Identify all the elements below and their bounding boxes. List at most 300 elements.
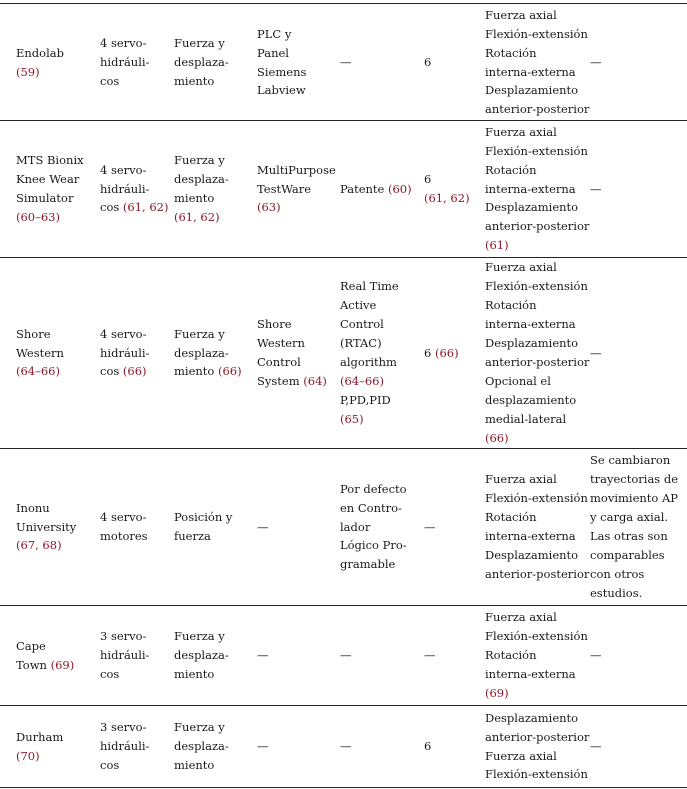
cell-simulador (16, 4, 96, 121)
cell-line (485, 527, 585, 546)
cell-line (485, 709, 585, 728)
cell-text: Flexión-extensión (485, 26, 588, 41)
cell-simulador (16, 449, 96, 605)
cell-text: Siemens (257, 64, 307, 79)
cell-text: Desplazamiento (485, 547, 579, 562)
cell-line (100, 527, 170, 546)
cell-text: — (257, 739, 269, 754)
cell-line (424, 344, 482, 363)
cell-text: Fuerza axial (485, 472, 557, 487)
cell-gdl (424, 606, 482, 705)
cell-line (257, 334, 337, 353)
cell-line (485, 236, 585, 255)
cell-movimientos (485, 121, 590, 257)
cell-line (485, 608, 585, 627)
cell-notas (590, 258, 687, 448)
cell-text: interna-externa (485, 317, 576, 332)
cell-line (485, 646, 585, 665)
cell-text: 3 servo- (100, 629, 147, 644)
cell-text: 4 servo- (100, 510, 147, 525)
cell-text: comparables (590, 547, 665, 562)
cell-line (174, 527, 254, 546)
cell-text: interna-externa (485, 529, 576, 543)
cell-text: Cape (16, 638, 46, 653)
cell-software (257, 606, 337, 705)
cell-line (100, 508, 170, 527)
cell-line (485, 277, 588, 296)
cell-line (257, 25, 337, 44)
cell-text: anterior-posterior (485, 566, 590, 581)
cell-line (100, 198, 170, 217)
cell-control (174, 121, 254, 257)
cell-text: algorithm (340, 355, 397, 369)
cell-line (485, 684, 585, 703)
citation-reference: (69) (485, 685, 509, 700)
cell-text: 6 (424, 55, 432, 70)
cell-text: P,PD,PID (340, 392, 391, 407)
cell-line (340, 555, 420, 574)
cell-text: System (257, 373, 304, 388)
cell-algoritmo (340, 4, 420, 121)
cell-text: — (424, 519, 436, 534)
cell-line (16, 63, 96, 82)
cell-text: hidráuli- (100, 648, 150, 663)
cell-line (485, 765, 588, 784)
cell-control (174, 4, 254, 121)
citation-reference: (69) (50, 657, 75, 672)
cell-text: Se cambiaron (590, 453, 671, 468)
cell-line (174, 189, 254, 208)
cell-line (16, 151, 96, 170)
cell-line (340, 410, 420, 429)
cell-text: fuerza (174, 529, 211, 543)
citation-reference: (61, 62) (122, 200, 169, 215)
cell-text: medial-lateral (485, 411, 567, 426)
cell-text: desplaza- (174, 648, 229, 663)
cell-text: (RTAC) (340, 336, 382, 351)
cell-line (485, 410, 585, 429)
cell-line (16, 536, 96, 555)
citation-reference: (61) (485, 238, 509, 253)
cell-text: Lógico Pro- (340, 538, 407, 553)
citation-reference: (64–66) (340, 373, 384, 388)
cell-text: Desplazamiento (485, 200, 579, 215)
cell-line (590, 646, 687, 665)
cell-line (590, 584, 687, 603)
cell-line (174, 344, 254, 363)
citation-reference: (60) (388, 181, 412, 196)
cell-line (174, 627, 254, 646)
cell-simulador (16, 258, 96, 448)
cell-line (590, 508, 687, 527)
cell-text: — (590, 739, 602, 754)
cell-line (16, 656, 96, 675)
row-cape-town (0, 606, 687, 706)
cell-text: Fuerza y (174, 326, 225, 341)
cell-software (257, 258, 337, 448)
cell-text: University (16, 519, 77, 534)
cell-text: Shore (257, 317, 292, 332)
cell-software (257, 449, 337, 605)
cell-line (340, 536, 420, 555)
cell-text: Fuerza axial (485, 7, 557, 22)
cell-text: Fuerza y (174, 629, 225, 644)
cell-line (340, 480, 420, 499)
cell-line (100, 161, 170, 180)
cell-text: Knee Wear (16, 172, 80, 187)
cell-text: desplaza- (174, 172, 229, 187)
cell-text: Western (257, 336, 305, 351)
cell-text: cos (100, 73, 120, 88)
cell-text: PLC y (257, 26, 292, 41)
cell-text: Fuerza axial (485, 748, 557, 763)
cell-text: motores (100, 529, 148, 543)
cell-text: Patente (340, 181, 388, 196)
cell-line (485, 546, 585, 565)
cell-line (174, 53, 254, 72)
cell-gdl (424, 121, 482, 257)
cell-text: desplaza- (174, 345, 229, 360)
cell-line (340, 277, 420, 296)
cell-line (257, 198, 337, 217)
row-inonu-university (0, 449, 687, 606)
cell-text: Por defecto (340, 481, 407, 496)
cell-line (485, 296, 585, 315)
cell-line (590, 737, 687, 756)
cell-line (100, 325, 170, 344)
cell-text: 4 servo- (100, 162, 147, 177)
cell-text: hidráuli- (100, 345, 150, 360)
cell-line (485, 489, 588, 508)
cell-text: anterior-posterior (485, 729, 590, 744)
cell-line (340, 180, 420, 199)
cell-text: Desplazamiento (485, 710, 579, 725)
cell-actuadores (100, 4, 170, 121)
cell-text: Rotación (485, 510, 537, 525)
cell-text: estudios. (590, 585, 643, 600)
cell-text: Real Time (340, 279, 399, 294)
citation-reference: (70) (16, 748, 40, 763)
cell-line (424, 189, 482, 208)
cell-text: Desplazamiento (485, 83, 579, 98)
cell-line (174, 151, 254, 170)
cell-line (100, 665, 170, 684)
cell-line (424, 646, 482, 665)
cell-text: interna-externa (485, 666, 576, 681)
cell-line (100, 53, 170, 72)
row-endolab (0, 3, 687, 121)
cell-line (340, 296, 420, 315)
cell-line (485, 161, 585, 180)
cell-gdl (424, 449, 482, 605)
cell-text: — (590, 648, 602, 663)
cell-text: 6 (424, 172, 432, 187)
cell-text: trayectorias de (590, 472, 679, 487)
cell-text: — (424, 648, 436, 663)
cell-text: Desplazamiento (485, 336, 579, 351)
cell-line (485, 315, 585, 334)
cell-line (485, 728, 590, 747)
cell-text: anterior-posterior (485, 102, 590, 117)
cell-text: desplaza- (174, 739, 229, 754)
cell-text: en Contro- (340, 500, 402, 515)
cell-line (100, 627, 170, 646)
cell-text: interna-externa (485, 64, 576, 79)
cell-line (485, 123, 585, 142)
cell-text: Labview (257, 83, 306, 98)
cell-notas (590, 121, 687, 257)
cell-line (16, 344, 96, 363)
cell-line (485, 334, 585, 353)
cell-text: Flexión-extensión (485, 143, 588, 158)
cell-text: 6 (424, 739, 432, 754)
cell-line (16, 518, 96, 537)
cell-text: MTS Bionix (16, 153, 84, 168)
cell-line (16, 189, 96, 208)
cell-line (174, 72, 254, 91)
cell-line (485, 81, 585, 100)
cell-line (485, 63, 585, 82)
cell-actuadores (100, 258, 170, 448)
cell-text: Panel (257, 45, 289, 60)
cell-line (100, 646, 170, 665)
citation-reference: (61, 62) (174, 209, 220, 224)
cell-text: miento (174, 191, 215, 205)
cell-line (485, 258, 585, 277)
cell-text: Durham (16, 729, 64, 744)
cell-text: Flexión-extensión (485, 629, 588, 644)
cell-text: con otros (590, 566, 645, 581)
row-durham (0, 706, 687, 788)
cell-line (257, 372, 337, 391)
cell-line (257, 646, 337, 665)
cell-software (257, 121, 337, 257)
cell-text: miento (174, 757, 215, 772)
cell-text: cos (100, 757, 120, 772)
citation-reference: (66) (434, 345, 459, 360)
cell-line (340, 499, 420, 518)
cell-line (424, 170, 482, 189)
cell-line (257, 518, 337, 537)
cell-text: Fuerza y (174, 720, 225, 735)
cell-gdl (424, 258, 482, 448)
cell-text: Fuerza axial (485, 610, 557, 625)
cell-line (100, 180, 170, 199)
citation-reference: (66) (122, 364, 147, 379)
cell-text: Control (340, 317, 384, 332)
cell-line (174, 646, 254, 665)
cell-line (174, 665, 254, 684)
citation-reference: (63) (257, 200, 281, 215)
cell-movimientos (485, 258, 590, 448)
cell-text: 3 servo- (100, 720, 147, 735)
cell-text: Fuerza y (174, 153, 225, 168)
citation-reference: (67, 68) (16, 538, 62, 553)
cell-notas (590, 706, 687, 787)
cell-actuadores (100, 606, 170, 705)
citation-reference: (66) (485, 430, 509, 445)
cell-control (174, 449, 254, 605)
cell-text: Flexión-extensión (485, 767, 588, 782)
cell-line (100, 344, 170, 363)
cell-line (340, 372, 420, 391)
citation-reference: (59) (16, 64, 40, 79)
cell-text: — (257, 648, 269, 663)
cell-line (485, 217, 590, 236)
cell-text: hidráuli- (100, 739, 150, 754)
cell-text: Fuerza y (174, 36, 225, 51)
cell-text: Active (340, 298, 377, 313)
cell-line (16, 208, 96, 227)
cell-text: cos (100, 666, 120, 681)
cell-movimientos (485, 4, 590, 121)
cell-line (16, 362, 96, 381)
cell-text: — (257, 519, 269, 534)
cell-algoritmo (340, 606, 420, 705)
cell-line (485, 665, 585, 684)
cell-line (257, 315, 337, 334)
cell-line (257, 63, 337, 82)
cell-line (340, 353, 420, 372)
cell-line (174, 508, 254, 527)
cell-line (174, 170, 254, 189)
cell-line (340, 53, 420, 72)
cell-text: Western (16, 345, 64, 360)
cell-text: anterior-posterior (485, 355, 590, 369)
cell-text: lador (340, 519, 371, 534)
cell-line (590, 451, 687, 470)
cell-control (174, 706, 254, 787)
cell-text: cos (100, 364, 123, 379)
cell-text: — (590, 181, 602, 196)
cell-software (257, 706, 337, 787)
cell-text: Rotación (485, 648, 537, 663)
cell-line (16, 44, 96, 63)
cell-line (590, 344, 687, 363)
cell-line (590, 546, 687, 565)
cell-text: Flexión-extensión (485, 491, 588, 506)
cell-line (485, 627, 588, 646)
cell-actuadores (100, 121, 170, 257)
cell-line (485, 142, 588, 161)
cell-text: TestWare (257, 181, 312, 196)
cell-simulador (16, 121, 96, 257)
cell-line (485, 353, 590, 372)
cell-line (257, 737, 337, 756)
cell-text: miento (174, 73, 215, 88)
cell-simulador (16, 706, 96, 787)
cell-line (100, 737, 170, 756)
cell-text: Control (257, 355, 301, 369)
cell-line (485, 100, 590, 119)
cell-notas (590, 4, 687, 121)
cell-text: 4 servo- (100, 326, 147, 341)
cell-text: Rotación (485, 162, 537, 177)
cell-line (340, 391, 420, 410)
cell-text: hidráuli- (100, 55, 150, 70)
cell-line (16, 747, 96, 766)
cell-text: interna-externa (485, 181, 576, 196)
cell-text: Inonu (16, 500, 50, 515)
cell-control (174, 258, 254, 448)
cell-line (16, 637, 96, 656)
cell-text: — (340, 739, 352, 754)
cell-text: miento (174, 666, 215, 681)
cell-line (100, 756, 170, 775)
citation-reference: (66) (218, 364, 242, 379)
cell-text: Shore (16, 326, 51, 341)
row-shore-western (0, 258, 687, 449)
cell-line (485, 508, 585, 527)
cell-text: Las otras son (590, 529, 668, 543)
cell-text: Rotación (485, 45, 537, 60)
cell-line (174, 737, 254, 756)
cell-line (590, 527, 687, 546)
cell-line (485, 429, 585, 448)
cell-movimientos (485, 706, 590, 787)
cell-line (424, 53, 482, 72)
cell-line (590, 53, 687, 72)
cell-text: Fuerza axial (485, 124, 557, 139)
cell-text: 4 servo- (100, 36, 147, 51)
cell-line (485, 180, 585, 199)
cell-line (590, 489, 687, 508)
citation-reference: (61, 62) (424, 191, 470, 205)
cell-text: Fuerza axial (485, 260, 557, 275)
cell-line (485, 470, 585, 489)
cell-text: cos (100, 200, 123, 215)
cell-actuadores (100, 449, 170, 605)
cell-line (174, 756, 254, 775)
cell-actuadores (100, 706, 170, 787)
cell-line (100, 718, 170, 737)
citation-reference: (64–66) (16, 364, 60, 379)
cell-text: Opcional el (485, 373, 551, 388)
cell-simulador (16, 606, 96, 705)
cell-text: Rotación (485, 298, 537, 313)
cell-notas (590, 606, 687, 705)
cell-line (257, 353, 337, 372)
cell-text: hidráuli- (100, 181, 150, 196)
cell-line (257, 44, 337, 63)
cell-text: — (590, 345, 602, 360)
cell-line (424, 518, 482, 537)
citation-reference: (64) (303, 373, 327, 388)
cell-line (100, 34, 170, 53)
cell-line (16, 499, 96, 518)
cell-line (485, 25, 588, 44)
cell-line (257, 81, 337, 100)
cell-algoritmo (340, 449, 420, 605)
cell-gdl (424, 706, 482, 787)
cell-line (590, 180, 687, 199)
cell-algoritmo (340, 121, 420, 257)
citation-reference: (65) (340, 411, 364, 426)
cell-text: miento (174, 364, 218, 379)
cell-text: gramable (340, 557, 396, 572)
cell-text: Simulator (16, 191, 74, 205)
cell-line (174, 34, 254, 53)
cell-gdl (424, 4, 482, 121)
cell-line (485, 6, 585, 25)
cell-line (340, 518, 420, 537)
cell-line (100, 362, 170, 381)
cell-text: Town (16, 657, 51, 672)
cell-line (100, 72, 170, 91)
cell-notas (590, 449, 687, 605)
cell-text: 6 (424, 345, 435, 360)
cell-line (16, 325, 96, 344)
